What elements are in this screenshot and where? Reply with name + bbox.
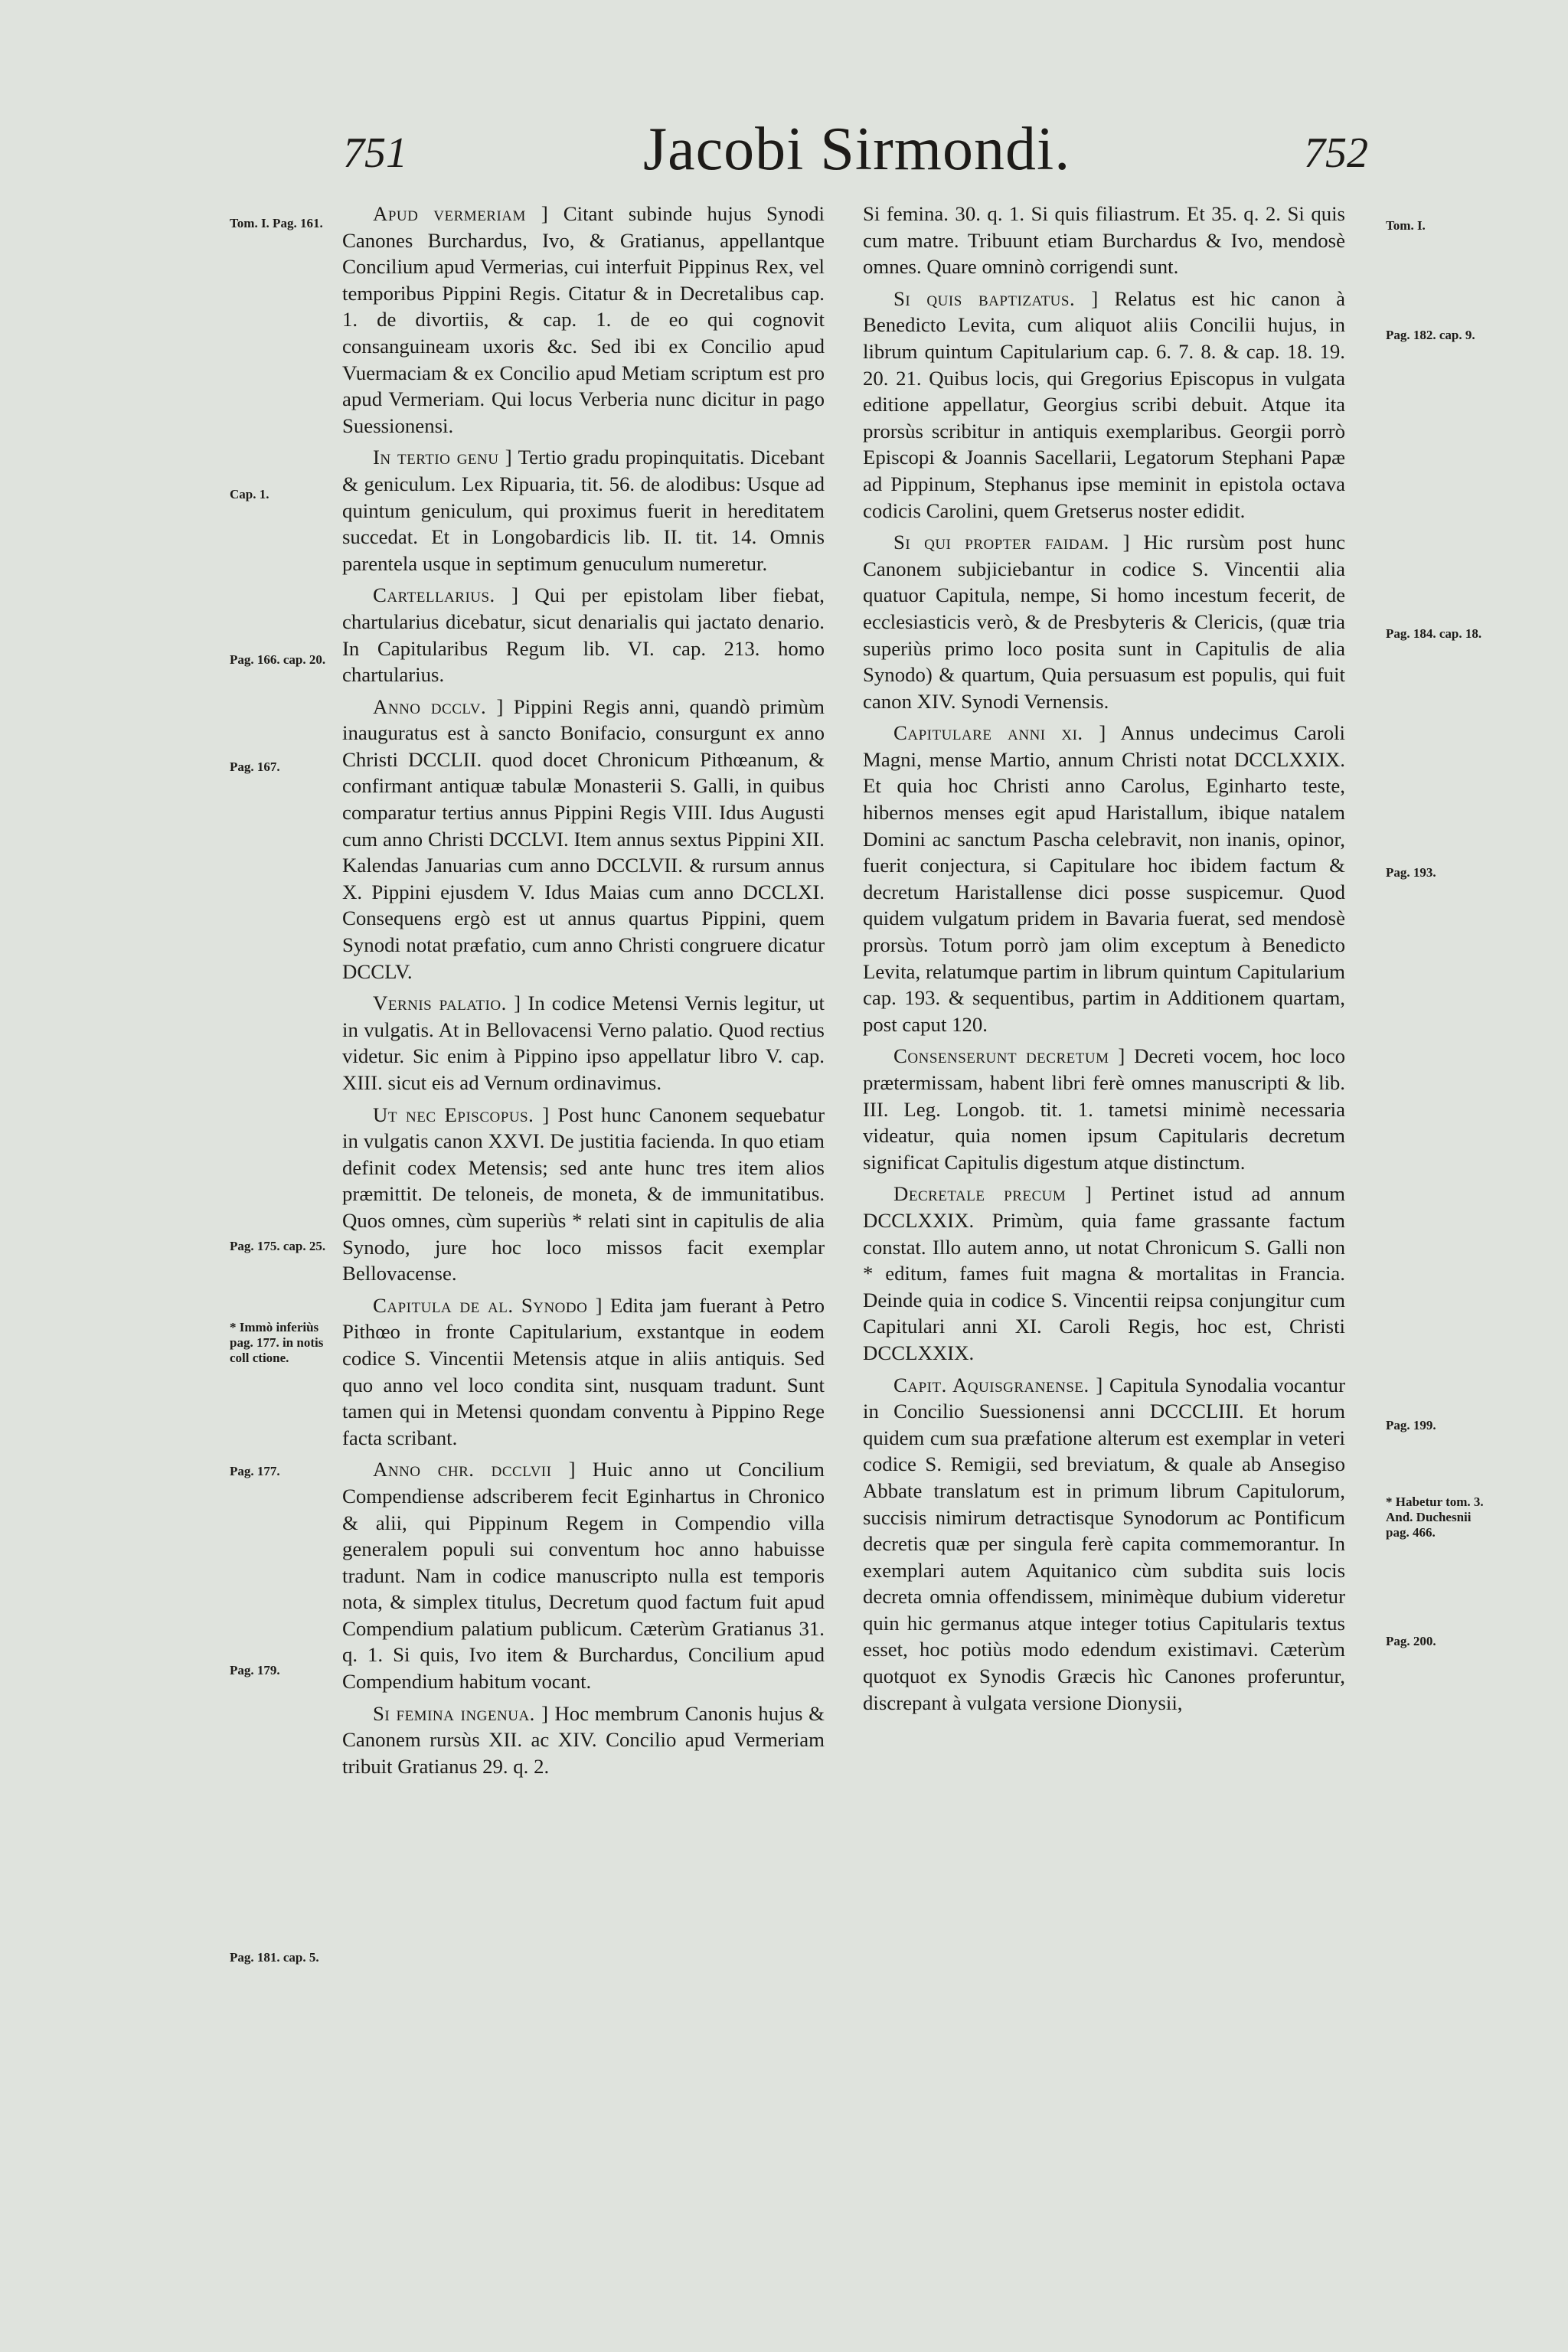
- right-text-column: [863, 201, 1345, 1721]
- margin-note: Pag. 182. cap. 9.: [1386, 328, 1475, 342]
- entry-text: Hoc membrum Canonis hujus & Canonem rursùs XII. ac XIV. Concilio apud Vermeriam tribuit Gratianus 29. q. 2.: [342, 1701, 825, 1778]
- commentary-entry: [863, 1181, 1345, 1366]
- entry-lemma: In tertio genu ]: [373, 446, 513, 469]
- left-text-column: [342, 201, 825, 1785]
- page-header: [0, 115, 1568, 199]
- commentary-entry: [863, 286, 1345, 524]
- entry-lemma: Capitula de al. Synodo ]: [373, 1293, 603, 1317]
- entry-lemma: Cartellarius. ]: [373, 583, 519, 607]
- entry-text: Annus undecimus Caroli Magni, mense Martio, annum Christi notat DCCLXXIX. Et quia hoc Christi anno Carolus, Eginharto teste, hibernos menses egit apud Haristallum, ibique natalem Domini ac sanctum Pascha celebravit, non inanis, opinor, fuerit conjectura, si Capitulare hoc ibidem factum & decretum Haristallense dici posse suspicemur. Quod quidem vulgatum pridem in Bavaria fuerat, sed mendosè prorsùs. Totum porrò jam olim exceptum à Benedicto Levita, relatumque partim in librum quintum Capitularium cap. 193. & sequentibus, partim in Additionem quartam, post caput 120.: [863, 721, 1345, 1036]
- left-page-number: 751: [343, 129, 407, 177]
- margin-note: Pag. 177.: [230, 1464, 280, 1478]
- margin-note: Pag. 181. cap. 5.: [230, 1950, 319, 1965]
- commentary-entry: [342, 201, 825, 439]
- entry-text: Hic rursùm post hunc Canonem subjiciebantur in codice S. Vincentii alia quatuor Capitula, nempe, Si homo incestum fecerit, de ecclesiasticis verò, & de Presbyteris & Clericis, (quæ tria superiùs primo loco posita sunt in Capitulis de alia Synodo) & quartum, Quia persuasum est populis, qui fuit canon XIV. Synodi Vernensis.: [863, 531, 1346, 713]
- right-page-number: 752: [1304, 129, 1368, 177]
- margin-note: * Immò inferiùs pag. 177. in notis coll ctione.: [230, 1320, 324, 1365]
- commentary-entry: [863, 1372, 1345, 1717]
- commentary-entry: [342, 444, 825, 577]
- commentary-entry: [863, 1043, 1345, 1175]
- entry-lemma: Si femina ingenua. ]: [373, 1701, 549, 1725]
- entry-lemma: Decretale precum ]: [893, 1182, 1093, 1206]
- margin-note: Pag. 179.: [230, 1663, 280, 1677]
- commentary-entry: [342, 990, 825, 1096]
- margin-note: Cap. 1.: [230, 487, 270, 501]
- entry-lemma: Capitulare anni xi. ]: [893, 721, 1106, 745]
- entry-lemma: Capit. Aquisgranense. ]: [893, 1373, 1103, 1396]
- entry-text: Pippini Regis anni, quandò primùm inauguratus est à sancto Bonifacio, consurgunt ex anno Christi DCCLII. quod docet Chronicum Pithœanum, & confirmant antiquæ tabulæ Monasterii S. Galli, in quibus comparatur tertius annus Pippini Regis VIII. Idus Augusti cum anno Christi DCCLVI. Item annus sextus Pippini XII. Kalendas Januarias cum anno DCCLVII. & rursum annus X. Pippini ejusdem V. Idus Maias cum anno DCCLXI. Consequens ergò est ut annus quartus Pippini, quem Synodi notat præfatio, cum anno Christi congruere dicatur DCCLV.: [342, 694, 825, 983]
- entry-text: Huic anno ut Concilium Compendiense adscriberem fecit Eginhartus in Chronico & alii, qui Pippinum Regem in Compendio villa generalem populi sui conventum hoc anno habuisse tradunt. Nam in codice manuscripto nulla est temporis nota, & simplex titulus, Decretum quod factum fuit apud Compendium palatium publicum. Cæterùm Gratianus 31. q. 1. Si quis, Ivo item & Burchardus, Concilium apud Compendium habitum vocant.: [342, 1458, 825, 1694]
- margin-note: Pag. 166. cap. 20.: [230, 652, 326, 667]
- entry-lemma: Si quis baptizatus. ]: [893, 286, 1099, 310]
- running-title: Jacobi Sirmondi.: [643, 116, 1071, 183]
- entry-text: Citant subinde hujus Synodi Canones Burchardus, Ivo, & Gratianus, appellantque Concilium apud Vermerias, cui interfuit Pippinus Rex, vel temporibus Pippini Regis. Citatur & in Decretalibus cap. 1. de divortiis, & cap. 1. de eo qui cognovit consanguineam uxoris &c. Sed ibi ex Concilio apud Vuermaciam & ex Concilio apud Metiam scriptum est pro apud Vermeriam. Qui locus Verberia nunc dicitur in pago Suessionensi.: [342, 202, 825, 437]
- entry-text: Edita jam fuerant à Petro Pithœo in fronte Capitularium, exstantque in eodem codice S. Vincentii Metensis atque in aliis antiquis. Sed quo anno vel loco condita sint, nusquam tradunt. Sunt tamen qui in Metensi quondam conventu à Pippino Rege facta scribant.: [342, 1293, 825, 1449]
- entry-text: Si femina. 30. q. 1. Si quis filiastrum. Et 35. q. 2. Si quis cum matre. Tribuunt etiam Burchardus & Ivo, mendosè omnes. Quare omninò corrigendi sunt.: [863, 202, 1345, 279]
- commentary-entry: [342, 1456, 825, 1694]
- commentary-entry: [863, 720, 1345, 1037]
- margin-note: Pag. 193.: [1386, 865, 1436, 880]
- margin-note: Tom. I.: [1386, 218, 1426, 233]
- entry-text: Relatus est hic canon à Benedicto Levita, cum aliquot aliis Concilii hujus, in librum quintum Capitularium cap. 6. 7. 8. & cap. 18. 19. 20. 21. Quibus locis, qui Gregorius Episcopus in vulgata editione appellatur, Georgius scribi debuit. Atque ita prorsùs scribitur in antiquis exemplaribus. Georgii porrò Episcopi & Joannis Sacellarii, Legatorum Stephani Papæ ad Pippinum, Stephanus ipse meminit in epistola octava codicis Carolini, quem Gretserus noster edidit.: [863, 286, 1346, 522]
- entry-text: Tertio gradu propinquitatis. Dicebant & geniculum. Lex Ripuaria, tit. 56. de alodibus: Usque ad quintum geniculum, qui proximus fuerit in hereditatem succedat. Et in Longobardicis lib. II. tit. 14. Omnis parentela usque in septimum genuculum numeretur.: [342, 446, 825, 575]
- entry-lemma: Si qui propter faidam. ]: [893, 531, 1131, 554]
- margin-note: * Habetur tom. 3. And. Duchesnii pag. 466.: [1386, 1494, 1484, 1540]
- entry-text: Capitula Synodalia vocantur in Concilio Suessionensi anni DCCCLIII. Et horum quidem cum sua præfatione alterum est exemplar in veteri codice S. Remigii, sed breviatum, & quale ab Ansegiso Abbate translatum est in primum librum Capitulorum, succisis nimirum detractisque Synodorum ac Pontificum decretis quæ per singula ferè capita commemorantur. In exemplari autem Aquitanico cùm subdita suis locis decreta omnia offendissem, minimèque dubium videretur quin hic germanus atque integer totius Capitularis textus esset, hoc potiùs modo edendum existimavi. Cæterùm quotquot ex Synodis Græcis hìc Canones proferuntur, discrepant à vulgata versione Dionysii,: [863, 1373, 1345, 1714]
- entry-lemma: Anno chr. dcclvii ]: [373, 1458, 577, 1481]
- entry-lemma: Consenserunt decretum ]: [893, 1044, 1125, 1068]
- margin-note: Pag. 199.: [1386, 1418, 1436, 1432]
- entry-text: Qui per epistolam liber fiebat, chartularius dicebatur, sicut denarialis qui jactato denario. In Capitularibus Regum lib. VI. cap. 213. homo chartularius.: [342, 583, 825, 687]
- margin-note: Pag. 200.: [1386, 1634, 1436, 1648]
- commentary-entry: [342, 1292, 825, 1452]
- margin-note: Pag. 184. cap. 18.: [1386, 626, 1482, 641]
- margin-note: Pag. 175. cap. 25.: [230, 1239, 326, 1253]
- commentary-entry: [863, 201, 1345, 280]
- commentary-entry: [342, 582, 825, 688]
- commentary-entry: [342, 1700, 825, 1780]
- entry-lemma: Ut nec Episcopus. ]: [373, 1102, 550, 1126]
- margin-note: Tom. I. Pag. 161.: [230, 216, 323, 230]
- entry-text: Decreti vocem, hoc loco prætermissam, habent libri ferè omnes manuscripti & lib. III. Leg. Longob. tit. 1. tametsi minimè necessaria videatur, quia nomen ipsum Capitularis decretum significat Capitulis digestum atque distinctum.: [863, 1044, 1345, 1174]
- entry-lemma: Vernis palatio. ]: [373, 991, 521, 1015]
- entry-text: In codice Metensi Vernis legitur, ut in vulgatis. At in Bellovacensi Verno palatio. Quod rectius videtur. Sic enim à Pippino ipso appellatur libro V. cap. XIII. sicut eis ad Vernum ordinavimus.: [342, 991, 825, 1094]
- commentary-entry: [863, 529, 1345, 714]
- entry-lemma: Anno dcclv. ]: [373, 694, 504, 718]
- commentary-entry: [342, 694, 825, 985]
- entry-lemma: Apud vermeriam ]: [373, 202, 549, 225]
- entry-text: Post hunc Canonem sequebatur in vulgatis canon XXVI. De justitia facienda. In quo etiam definit codex Metensis; sed ante hunc tres item alios præmittit. De teloneis, de moneta, & de immunitatibus. Quos omnes, cùm superiùs * relati sint in capitulis de alia Synodo, jure hoc loco missos facit exemplar Bellovacense.: [342, 1102, 825, 1285]
- entry-text: Pertinet istud ad annum DCCLXXIX. Primùm, quia fame grassante factum constat. Illo autem anno, ut notat Chronicum S. Galli non * editum, fames fuit magna & mortalitas in Francia. Deinde quia in codice S. Vincentii reipsa conjungitur cum Capitulari anni XI. Caroli Regis, hoc est, Christi DCCLXXIX.: [863, 1182, 1345, 1364]
- margin-note: Pag. 167.: [230, 760, 280, 774]
- commentary-entry: [342, 1102, 825, 1287]
